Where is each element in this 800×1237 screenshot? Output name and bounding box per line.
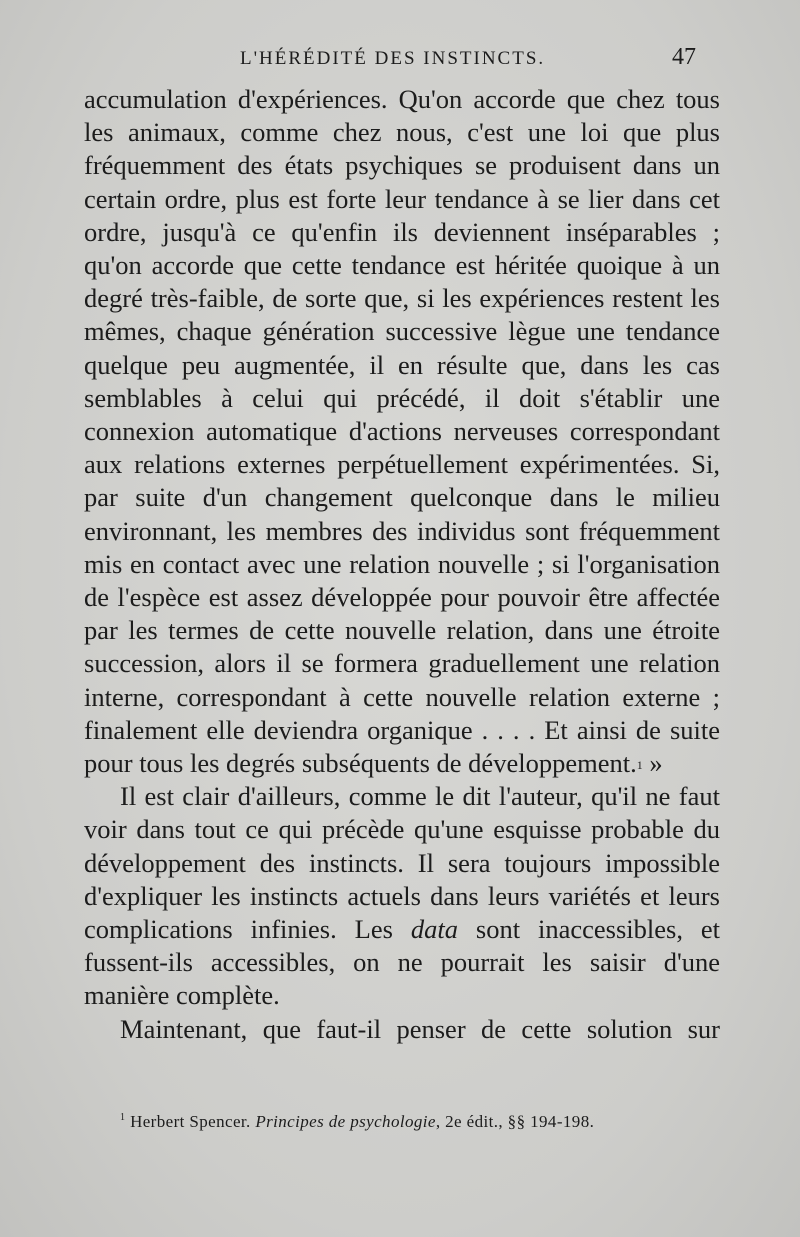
footnote-author: Herbert Spencer. [130,1112,256,1131]
page-number: 47 [672,44,696,70]
paragraph [84,1013,720,1046]
footnote-details: , 2e édit., §§ 194-198. [435,1112,595,1131]
paragraph-text: Maintenant, que faut-il penser de cette solution sur [120,1013,720,1044]
body-text [84,83,720,1046]
running-title: L'HÉRÉDITÉ DES INSTINCTS. [240,48,546,69]
paragraph-text: sont inaccessibles, et fussent-ils accessibles, on ne pourrait les saisir d'une manière complète. [84,914,720,1011]
paragraph-text: Il est clair d'ailleurs, comme le dit l'auteur, qu'il ne faut voir dans tout ce qui précède qu'une esquisse probable du développement des instincts. Il sera toujours impossible d'expliquer les instincts actuels dans leurs variétés et leurs complications infinies. Les [84,781,720,945]
footnote-title: Principes de psychologie [255,1112,436,1131]
page-header [80,44,700,80]
italic-term: data [410,914,458,945]
closing-quote: » [642,748,663,779]
footnote-reference: 1 [636,758,643,773]
footnote [120,1112,720,1132]
paragraph [84,83,720,780]
paragraph-text: accumulation d'expériences. Qu'on accorde que chez tous les animaux, comme chez nous, c'est une loi que plus fréquemment des états psychiques se produisent dans un certain ordre, plus est forte leur tendance à se lier dans cet ordre, jusqu'à ce qu'enfin ils deviennent inséparables ; qu'on accorde que cette tendance est héritée quoique à un degré très-faible, de sorte que, si les expériences restent les mêmes, chaque génération successive lègue une tendance quelque peu augmentée, il en résulte que, dans les cas semblables à celui qui précédé, il doit s'établir une connexion automatique d'actions nerveuses correspondant aux relations externes perpétuellement expérimentées. Si, par suite d'un changement quelconque dans le milieu environnant, les membres des individus sont fréquemment mis en contact avec une relation nouvelle ; si l'organisation de l'espèce est assez développée pour pouvoir être affectée par les termes de cette nouvelle relation, dans une étroite succession, alors il se formera graduellement une relation interne, correspondant à cette nouvelle relation externe ; finalement elle deviendra organique . . . . Et ainsi de suite pour tous les degrés subséquents de développement. [84,84,720,779]
paragraph [84,780,720,1012]
footnote-mark: 1 [120,1112,126,1123]
